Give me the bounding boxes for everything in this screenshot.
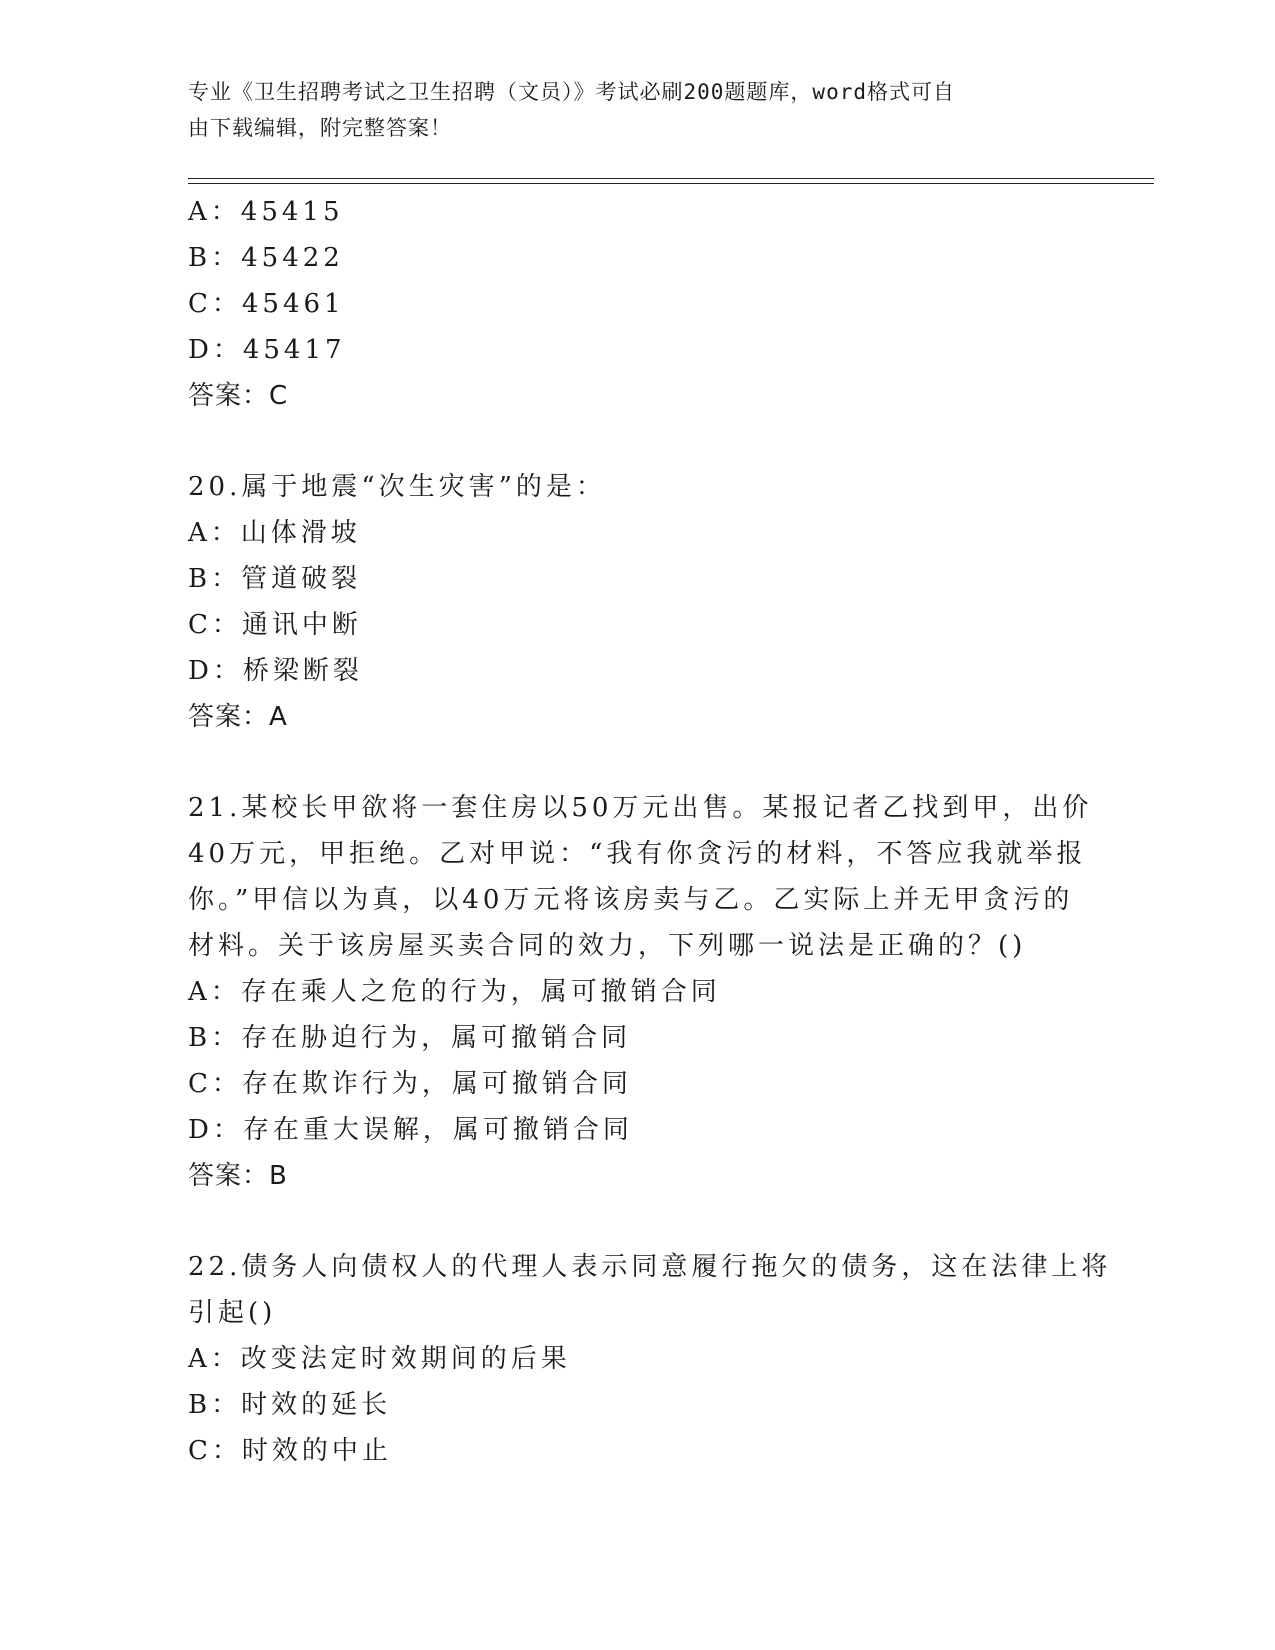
q20-answer: 答案：A (188, 702, 288, 732)
spacer (188, 740, 1088, 785)
q19-answer: 答案：C (188, 381, 289, 411)
q21-question-line-4: 材料。关于该房屋买卖合同的效力，下列哪一说法是正确的？() (188, 931, 1027, 961)
document-header (188, 74, 1068, 146)
q21-option-d: D：存在重大误解，属可撤销合同 (188, 1115, 633, 1145)
question-19-block (188, 189, 1088, 419)
q21-option-c: C：存在欺诈行为，属可撤销合同 (188, 1069, 632, 1099)
header-line-2: 由下载编辑，附完整答案！ (188, 116, 452, 140)
q21-question-line-3: 你。”甲信以为真，以40万元将该房卖与乙。乙实际上并无甲贪污的 (188, 885, 1074, 915)
header-divider-bottom (188, 183, 1154, 184)
q20-option-c: C：通讯中断 (188, 610, 362, 640)
spacer (188, 419, 1088, 464)
q20-option-b: B：管道破裂 (188, 564, 362, 594)
q22-option-b: B：时效的延长 (188, 1390, 392, 1420)
q22-question-line-1: 22.债务人向债权人的代理人表示同意履行拖欠的债务，这在法律上将 (188, 1252, 1112, 1282)
header-line-1: 专业《卫生招聘考试之卫生招聘（文员）》考试必刷200题题库，word格式可自 (188, 80, 955, 104)
q22-question-line-2: 引起() (188, 1298, 277, 1328)
q22-option-a: A：改变法定时效期间的后果 (188, 1344, 571, 1374)
q21-answer: 答案：B (188, 1161, 288, 1191)
q22-option-c: C：时效的中止 (188, 1436, 392, 1466)
q19-option-d: D：45417 (188, 335, 346, 365)
q21-option-a: A：存在乘人之危的行为，属可撤销合同 (188, 977, 721, 1007)
question-20-block (188, 464, 1088, 740)
q20-question: 20.属于地震“次生灾害”的是： (188, 472, 606, 502)
question-22-block (188, 1244, 1112, 1474)
question-list (188, 189, 1112, 1474)
q19-option-a: A：45415 (188, 197, 344, 227)
q21-option-b: B：存在胁迫行为，属可撤销合同 (188, 1023, 632, 1053)
question-21-block (188, 785, 1093, 1199)
q19-option-b: B：45422 (188, 243, 344, 273)
spacer (188, 1199, 1088, 1244)
q19-option-c: C：45461 (188, 289, 345, 319)
q21-question-line-1: 21.某校长甲欲将一套住房以50万元出售。某报记者乙找到甲，出价 (188, 793, 1093, 823)
q21-question-line-2: 40万元，甲拒绝。乙对甲说：“我有你贪污的材料，不答应我就举报 (188, 839, 1087, 869)
header-divider-top (188, 178, 1154, 179)
q20-option-d: D：桥梁断裂 (188, 656, 363, 686)
q20-option-a: A：山体滑坡 (188, 518, 361, 548)
